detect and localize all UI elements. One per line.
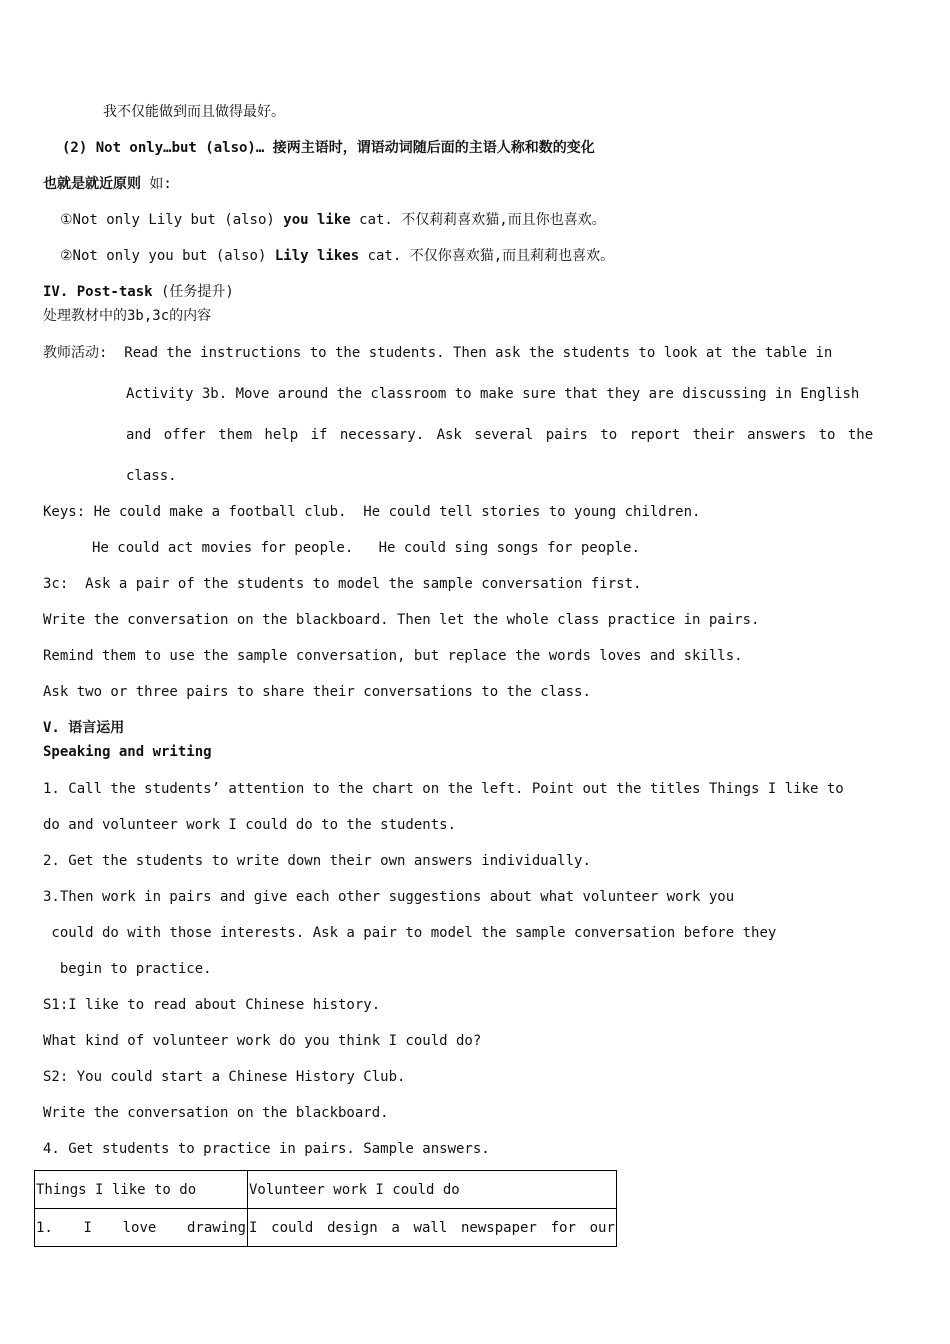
bold-phrase: IV. Post-task xyxy=(43,284,153,300)
text-line: begin to practice. xyxy=(43,961,212,977)
text-span: (任务提升) xyxy=(152,284,234,300)
example-line xyxy=(60,246,614,266)
text-line: What kind of volunteer work do you think I could do? xyxy=(43,1033,482,1049)
text-line: Write the conversation on the blackboard. Then let the whole class practice in pairs. xyxy=(43,612,760,628)
bold-phrase: Lily likes xyxy=(274,248,360,264)
text-line: and offer them help if necessary. Ask several pairs to report their answers to the xyxy=(126,427,874,443)
bold-phrase: 也就是就近原则 xyxy=(43,176,141,192)
word: drawing xyxy=(186,1219,246,1236)
text-line: 处理教材中的3b,3c的内容 xyxy=(43,308,212,324)
subheading: Speaking and writing xyxy=(43,744,212,760)
word: design xyxy=(327,1219,378,1236)
text-line: 教师活动: Read the instructions to the students. Then ask the students to look at the table in xyxy=(43,345,833,361)
text-span: ②Not only you but (also) xyxy=(60,248,275,264)
table-row xyxy=(35,1209,617,1247)
cell-words xyxy=(36,1220,246,1236)
bold-phrase: you like xyxy=(283,212,351,228)
example-line xyxy=(60,210,606,230)
text-line: Write the conversation on the blackboard. xyxy=(43,1105,389,1121)
text-line: Remind them to use the sample conversation, but replace the words loves and skills. xyxy=(43,648,743,664)
text-line: He could act movies for people. He could sing songs for people. xyxy=(92,540,640,556)
section-heading xyxy=(43,282,234,302)
table-header-cell: Things I like to do xyxy=(35,1171,248,1209)
text-line xyxy=(43,174,172,194)
word: I xyxy=(83,1219,92,1236)
text-line: 我不仅能做到而且做得最好。 xyxy=(103,104,285,120)
text-line: could do with those interests. Ask a pair to model the sample conversation before they xyxy=(43,925,777,941)
text-line: Ask two or three pairs to share their conversations to the class. xyxy=(43,684,591,700)
word: 1. xyxy=(36,1219,53,1236)
text-span: 如: xyxy=(141,176,172,192)
text-line: S1:I like to read about Chinese history. xyxy=(43,997,381,1013)
word: I xyxy=(249,1219,258,1236)
word: for xyxy=(550,1219,576,1236)
text-line: 4. Get students to practice in pairs. Sample answers. xyxy=(43,1141,490,1157)
sample-answers-table xyxy=(34,1170,617,1247)
word: newspaper xyxy=(461,1219,537,1236)
cell-words xyxy=(249,1220,615,1236)
text-line: Activity 3b. Move around the classroom to make sure that they are discussing in English xyxy=(126,386,860,402)
table-header-row xyxy=(35,1171,617,1209)
text-line: Keys: He could make a football club. He could tell stories to young children. xyxy=(43,504,701,520)
text-span: ①Not only Lily but (also) xyxy=(60,212,284,228)
section-heading: V. 语言运用 xyxy=(43,720,125,736)
text-line: 1. Call the students’ attention to the chart on the left. Point out the titles Things I like to xyxy=(43,781,844,797)
text-line: S2: You could start a Chinese History Club. xyxy=(43,1069,406,1085)
word: could xyxy=(271,1219,314,1236)
word: love xyxy=(122,1219,157,1236)
heading-not-only-but-also: (2) Not only…but (also)… 接两主语时，谓语动词随后面的主语人称和数的变化 xyxy=(62,140,595,156)
text-line: 3c: Ask a pair of the students to model the sample conversation first. xyxy=(43,576,642,592)
text-span: cat. 不仅你喜欢猫,而且莉莉也喜欢。 xyxy=(359,248,615,264)
table-cell xyxy=(35,1209,248,1247)
text-line: do and volunteer work I could do to the students. xyxy=(43,817,457,833)
text-span: cat. 不仅莉莉喜欢猫,而且你也喜欢。 xyxy=(350,212,606,228)
word: wall xyxy=(413,1219,448,1236)
word: a xyxy=(391,1219,400,1236)
text-line: 2. Get the students to write down their own answers individually. xyxy=(43,853,591,869)
text-line: class. xyxy=(126,468,177,484)
table-header-cell: Volunteer work I could do xyxy=(248,1171,617,1209)
word: our xyxy=(589,1219,615,1236)
table-cell xyxy=(248,1209,617,1247)
text-line: 3.Then work in pairs and give each other suggestions about what volunteer work you xyxy=(43,889,735,905)
